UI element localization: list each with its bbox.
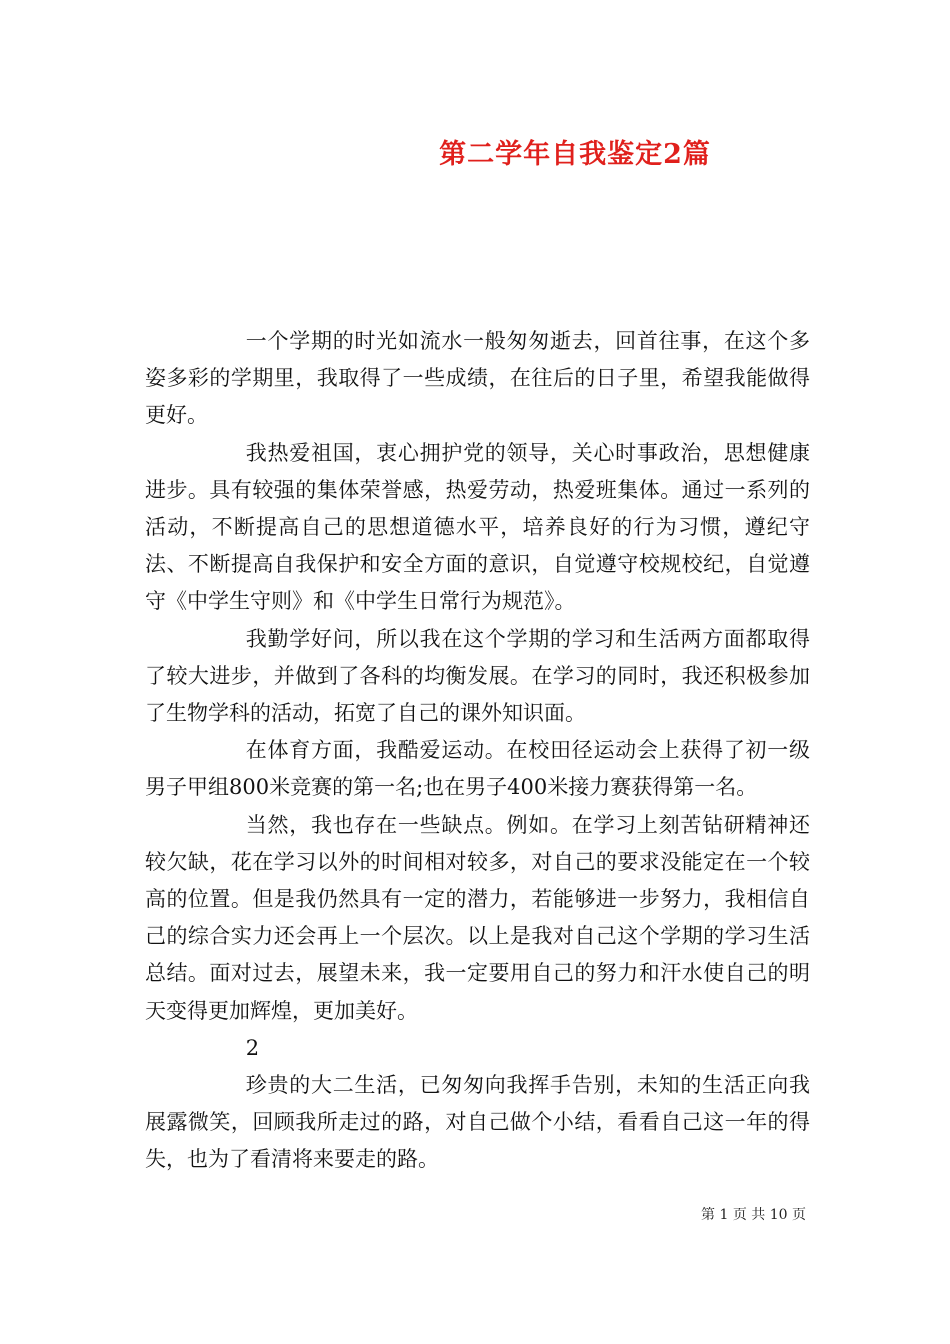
document-title: 第二学年自我鉴定2篇 xyxy=(439,139,711,170)
paragraph-second-year: 珍贵的大二生活，已匆匆向我挥手告别，未知的生活正向我展露微笑，回顾我所走过的路，对自己做个小结，看看自己这一年的得失，也为了看清将来要走的路。 xyxy=(145,1073,810,1172)
paragraph-study: 我勤学好问，所以我在这个学期的学习和生活两方面都取得了较大进步，并做到了各科的均衡发展。在学习的同时，我还积极参加了生物学科的活动，拓宽了自己的课外知识面。 xyxy=(145,626,810,726)
paragraph-ideology: 我热爱祖国，衷心拥护党的领导，关心时事政治，思想健康进步。具有较强的集体荣誉感，热爱劳动，热爱班集体。通过一系列的活动，不断提高自己的思想道德水平，培养良好的行为习惯，遵纪守法、不断提高自我保护和安全方面的意识，自觉遵守校规校纪，自觉遵守《中学生守则》和《中学生日常行为规范》。 xyxy=(145,440,810,614)
document-body xyxy=(145,323,810,1179)
page-footer: 第 1 页 共 10 页 xyxy=(701,1207,806,1223)
section-number: 2 xyxy=(245,1035,260,1060)
paragraph-intro: 一个学期的时光如流水一般匆匆逝去，回首往事，在这个多姿多彩的学期里，我取得了一些成绩，在往后的日子里，希望我能做得更好。 xyxy=(145,329,810,428)
paragraph-shortcomings: 当然，我也存在一些缺点。例如。在学习上刻苦钻研精神还较欠缺，花在学习以外的时间相对较多，对自己的要求没能定在一个较高的位置。但是我仍然具有一定的潜力，若能够进一步努力，我相信自己的综合实力还会再上一个层次。以上是我对自己这个学期的学习生活总结。面对过去，展望未来，我一定要用自己的努力和汗水使自己的明天变得更加辉煌，更加美好。 xyxy=(145,812,810,1023)
paragraph-sports: 在体育方面，我酷爱运动。在校田径运动会上获得了初一级男子甲组800米竞赛的第一名;也在男子400米接力赛获得第一名。 xyxy=(145,738,810,800)
